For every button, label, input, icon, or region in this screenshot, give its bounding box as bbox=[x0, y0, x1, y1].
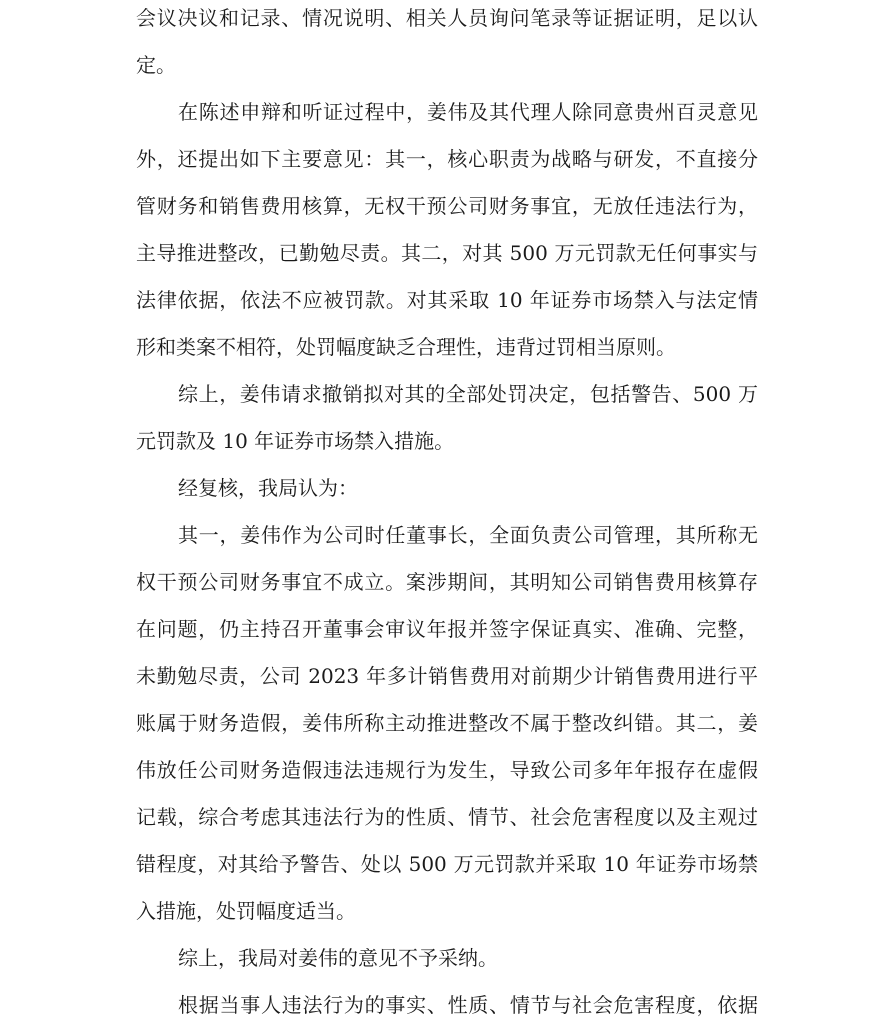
text-line: 错程度，对其给予警告、处以 500 万元罚款并采取 10 年证券市场禁 bbox=[136, 852, 758, 876]
text-line: 综上，姜伟请求撤销拟对其的全部处罚决定，包括警告、500 万 bbox=[178, 382, 758, 406]
document-body bbox=[136, 0, 758, 1034]
text-line: 在陈述申辩和听证过程中，姜伟及其代理人除同意贵州百灵意见 bbox=[178, 100, 758, 124]
text-line: 账属于财务造假，姜伟所称主动推进整改不属于整改纠错。其二，姜 bbox=[136, 711, 758, 735]
text-line: 形和类案不相符，处罚幅度缺乏合理性，违背过罚相当原则。 bbox=[136, 335, 676, 359]
text-line: 管财务和销售费用核算，无权干预公司财务事宜，无放任违法行为， bbox=[136, 194, 758, 218]
text-line: 经复核，我局认为： bbox=[178, 476, 358, 500]
text-line: 其一，姜伟作为公司时任董事长，全面负责公司管理，其所称无 bbox=[178, 523, 758, 547]
text-line: 根据当事人违法行为的事实、性质、情节与社会危害程度，依据 bbox=[178, 993, 758, 1017]
text-line: 未勤勉尽责，公司 2023 年多计销售费用对前期少计销售费用进行平 bbox=[136, 664, 758, 688]
text-line: 元罚款及 10 年证券市场禁入措施。 bbox=[136, 429, 455, 453]
text-line: 在问题，仍主持召开董事会审议年报并签字保证真实、准确、完整， bbox=[136, 617, 758, 641]
text-line: 外，还提出如下主要意见：其一，核心职责为战略与研发，不直接分 bbox=[136, 147, 758, 171]
text-line: 入措施，处罚幅度适当。 bbox=[136, 899, 356, 923]
text-line: 权干预公司财务事宜不成立。案涉期间，其明知公司销售费用核算存 bbox=[136, 570, 758, 594]
text-line: 记载，综合考虑其违法行为的性质、情节、社会危害程度以及主观过 bbox=[136, 805, 758, 829]
text-line: 定。 bbox=[136, 53, 176, 77]
text-line: 主导推进整改，已勤勉尽责。其二，对其 500 万元罚款无任何事实与 bbox=[136, 241, 758, 265]
text-line: 伟放任公司财务造假违法违规行为发生，导致公司多年年报存在虚假 bbox=[136, 758, 758, 782]
text-line: 会议决议和记录、情况说明、相关人员询问笔录等证据证明，足以认 bbox=[136, 6, 758, 30]
text-line: 法律依据，依法不应被罚款。对其采取 10 年证券市场禁入与法定情 bbox=[136, 288, 758, 312]
text-line: 综上，我局对姜伟的意见不予采纳。 bbox=[178, 946, 498, 970]
